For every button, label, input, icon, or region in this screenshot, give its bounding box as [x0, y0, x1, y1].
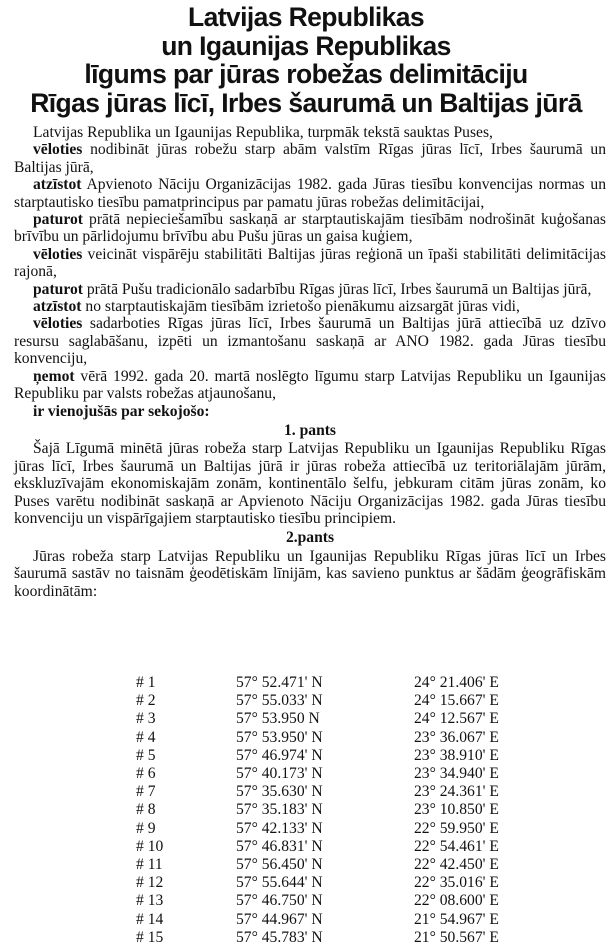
- preamble-text: no starptautiskajām tiesībām izrietošo pienākumu aizsargāt jūras vidi,: [81, 298, 520, 316]
- preamble-lead-word: ņemot: [33, 367, 75, 385]
- latitude: 57° 52.471' N: [236, 674, 323, 691]
- preamble-paragraph: [14, 176, 606, 211]
- preamble-lead-word: atzīstot: [33, 298, 82, 316]
- longitude: 21° 50.567' E: [414, 928, 499, 946]
- longitude: 21° 54.967' E: [414, 910, 499, 928]
- title-line-1: Latvijas Republikas: [187, 2, 425, 32]
- document-title: [0, 3, 612, 117]
- preamble-paragraph: [14, 368, 606, 403]
- article-2-heading: 2.pants: [285, 529, 335, 547]
- point-number: # 14: [136, 910, 164, 928]
- title-line-4: Rīgas jūras līcī, Irbes šaurumā un Baltijas jūrā: [30, 87, 582, 118]
- coordinate-row: [120, 692, 544, 710]
- longitude: 23° 10.850' E: [414, 801, 499, 819]
- longitude: 24° 12.567' E: [414, 710, 499, 728]
- latitude: 57° 46.974' N: [236, 746, 323, 764]
- longitude: 22° 54.461' E: [414, 837, 499, 855]
- point-number: # 4: [136, 728, 156, 746]
- article-2-text: Jūras robeža starp Latvijas Republiku un Igaunijas Republiku Rīgas jūras līcī un Irbes šaurumā sastāv no taisnām ģeodētiskām līnijām, kas savieno punktus ar šādām ģeogrāfiskām koordinātām:: [14, 547, 606, 600]
- latitude: 57° 44.967' N: [236, 910, 323, 928]
- preamble-lead-word: vēloties: [33, 315, 83, 333]
- point-number: # 3: [136, 710, 156, 728]
- coordinate-row: [120, 911, 544, 929]
- coordinate-row: [120, 929, 544, 947]
- treaty-body: [14, 124, 606, 600]
- longitude: 22° 08.600' E: [414, 892, 499, 910]
- latitude: 57° 45.783' N: [236, 928, 323, 946]
- preamble-text: Apvienoto Nāciju Organizācijas 1982. gada Jūras tiesību konvencijas normas un starptautisko tiesību pamatprincipus par pamatu jūras robežas delimitācijai,: [14, 176, 606, 211]
- coordinate-row: [120, 747, 544, 765]
- preamble-paragraph: [14, 124, 606, 141]
- latitude: 57° 40.173' N: [236, 765, 323, 783]
- latitude: 57° 55.644' N: [236, 874, 323, 892]
- preamble-text: veicināt vispārēju stabilitāti Baltijas jūras reģionā un īpaši stabilitāti delimitācijas rajonā,: [14, 245, 606, 281]
- point-number: # 9: [136, 819, 156, 837]
- preamble-paragraph: [14, 298, 606, 315]
- coordinate-row: [120, 856, 544, 874]
- preamble-lead-word: vēloties: [33, 245, 83, 263]
- latitude: 57° 53.950' N: [236, 728, 323, 746]
- preamble-text: Latvijas Republika un Igaunijas Republika, turpmāk tekstā sauktas Puses,: [33, 124, 493, 141]
- preamble-lead-word: ir vienojušās par sekojošo:: [33, 402, 210, 420]
- coordinate-row: [120, 783, 544, 801]
- preamble-paragraph: [14, 246, 606, 281]
- longitude: 23° 36.067' E: [414, 728, 499, 746]
- preamble-lead-word: atzīstot: [33, 176, 82, 194]
- preamble-paragraph: [14, 141, 606, 176]
- latitude: 57° 46.831' N: [236, 837, 323, 855]
- longitude: 24° 21.406' E: [414, 674, 499, 691]
- latitude: 57° 53.950 N: [236, 710, 320, 728]
- point-number: # 5: [136, 746, 156, 764]
- point-number: # 11: [136, 856, 163, 874]
- preamble-paragraph: [14, 315, 606, 367]
- longitude: 24° 15.667' E: [414, 692, 499, 710]
- point-number: # 1: [136, 674, 156, 691]
- preamble-paragraph: [14, 403, 606, 420]
- preamble-text: prātā nepieciešamību saskaņā ar starptautiskajām tiesībām nodrošināt kuģošanas brīvību un pārlidojumu brīvību abu Pušu jūras un gaisa kuģiem,: [14, 211, 606, 246]
- latitude: 57° 35.183' N: [236, 801, 323, 819]
- longitude: 23° 24.361' E: [414, 783, 499, 801]
- longitude: 22° 59.950' E: [414, 819, 499, 837]
- point-number: # 8: [136, 801, 156, 819]
- longitude: 23° 34.940' E: [414, 765, 499, 783]
- latitude: 57° 56.450' N: [236, 856, 323, 874]
- coordinate-row: [120, 838, 544, 856]
- latitude: 57° 35.630' N: [236, 783, 323, 801]
- preamble: [14, 124, 606, 420]
- latitude: 57° 55.033' N: [236, 692, 323, 710]
- preamble-text: prātā Pušu tradicionālo sadarbību Rīgas jūras līcī, Irbes šaurumā un Baltijas jūrā,: [82, 280, 592, 298]
- preamble-lead-word: paturot: [33, 211, 83, 229]
- coordinates-table: [120, 674, 544, 947]
- article-1-heading: 1. pants: [284, 421, 336, 439]
- title-line-3: līgums par jūras robežas delimitāciju: [84, 59, 528, 89]
- coordinate-row: [120, 710, 544, 728]
- point-number: # 6: [136, 765, 156, 783]
- preamble-text: sadarboties Rīgas jūras līcī, Irbes šaurumā un Baltijas jūrā attiecībā uz dzīvo resursu saglabāšanu, izpēti un izmantošanu saskaņā ar ANO 1982. gada Jūras tiesību konvenciju,: [14, 315, 606, 368]
- article-1-text: Šajā Līgumā minētā jūras robeža starp Latvijas Republiku un Igaunijas Republiku Rīgas jūras līcī, Irbes šaurumā un Baltijas jūrā ir jūras robeža attiecībā uz teritoriālajām jūrām, ekskluzīvajām ekonomiskajām zonām, kontinentālo šelfu, jebkuram citām jūras zonām, ko Puses varētu nodibināt saskaņā ar Apvienoto Nāciju Organizācijas 1982. gada Jūras tiesību konvenciju un vispārīgajiem starptautisko tiesību principiem.: [14, 440, 606, 527]
- point-number: # 7: [136, 783, 156, 801]
- point-number: # 10: [136, 837, 164, 855]
- preamble-lead-word: paturot: [33, 280, 83, 298]
- point-number: # 15: [136, 928, 164, 946]
- coordinate-row: [120, 765, 544, 783]
- preamble-paragraph: [14, 281, 606, 298]
- preamble-paragraph: [14, 211, 606, 246]
- preamble-text: nodibināt jūras robežu starp abām valstīm Rīgas jūras līcī, Irbes šaurumā un Baltijas jūrā,: [14, 141, 606, 176]
- point-number: # 2: [136, 692, 156, 710]
- longitude: 23° 38.910' E: [414, 746, 499, 764]
- coordinate-row: [120, 674, 544, 692]
- title-line-2: un Igaunijas Republikas: [161, 30, 451, 61]
- coordinate-row: [120, 874, 544, 892]
- preamble-lead-word: vēloties: [33, 141, 83, 159]
- latitude: 57° 46.750' N: [236, 892, 323, 910]
- preamble-text: vērā 1992. gada 20. martā noslēgto līgumu starp Latvijas Republiku un Igaunijas Republiku par valsts robežas atjaunošanu,: [14, 367, 606, 403]
- point-number: # 12: [136, 874, 164, 892]
- latitude: 57° 42.133' N: [236, 819, 323, 837]
- point-number: # 13: [136, 892, 164, 910]
- coordinate-row: [120, 820, 544, 838]
- longitude: 22° 42.450' E: [414, 856, 499, 874]
- coordinate-row: [120, 801, 544, 819]
- coordinate-row: [120, 729, 544, 747]
- longitude: 22° 35.016' E: [414, 874, 499, 892]
- coordinate-row: [120, 892, 544, 910]
